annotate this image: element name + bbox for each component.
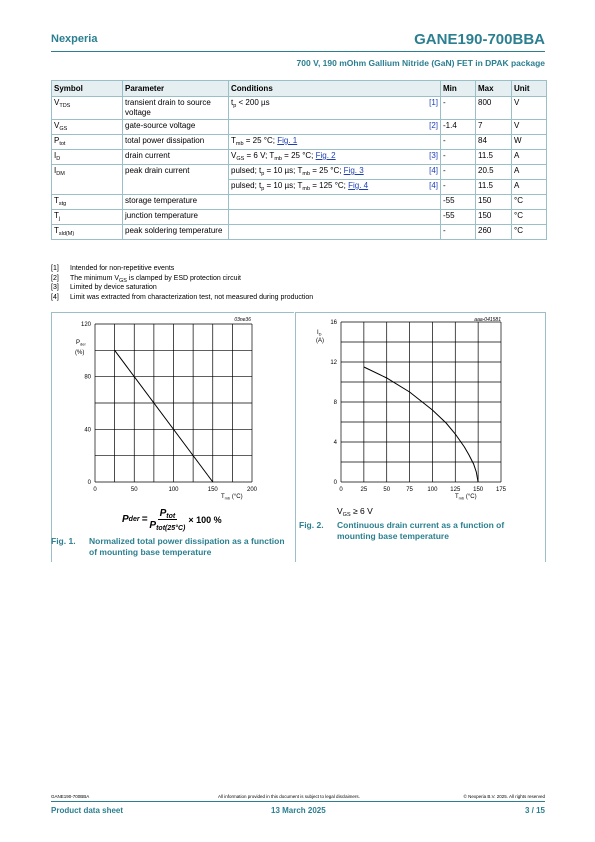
series-line <box>115 350 213 482</box>
unit-cell: A <box>512 180 547 195</box>
min-cell: - <box>441 150 476 165</box>
x-tick-label: 150 <box>473 487 484 493</box>
x-tick-label: 100 <box>427 487 438 493</box>
table-row <box>52 195 547 210</box>
parameter-cell: total power dissipation <box>123 135 229 150</box>
conditions-cell: $T_{mb} = 25$ °C; Fig. 1 <box>229 135 406 150</box>
y-tick-label: 120 <box>80 322 91 328</box>
parameter-cell: peak drain current <box>123 165 229 195</box>
footer-doc-id: GANE190-700BBA <box>51 794 90 799</box>
drain-current-chart <box>295 312 546 502</box>
max-cell: 7 <box>476 120 512 135</box>
table-header-row <box>52 81 547 97</box>
y-tick-label: 40 <box>84 427 91 434</box>
col-header-max: Max <box>476 81 512 97</box>
footer-divider <box>51 801 545 802</box>
header-divider <box>51 51 545 52</box>
max-cell: 800 <box>476 97 512 120</box>
y-tick-label: 12 <box>330 360 337 366</box>
note-item: [4] Limit was extracted from characterization test, not measured during production <box>51 293 314 301</box>
note-item: [3] Limited by device saturation <box>51 284 157 291</box>
y-axis-unit: (A) <box>316 338 324 344</box>
x-tick-label: 50 <box>383 487 391 493</box>
max-cell: 11.5 <box>476 180 512 195</box>
table-row <box>52 150 547 165</box>
x-tick-label: 100 <box>168 487 179 493</box>
min-cell: - <box>441 97 476 120</box>
min-cell: - <box>441 180 476 195</box>
figure-link[interactable]: Fig. 3 <box>343 166 364 175</box>
note-ref-link[interactable]: [3] <box>406 150 441 165</box>
footer-copyright: © Nexperia B.V. 2025. All rights reserved <box>463 794 545 799</box>
parameter-cell: drain current <box>123 150 229 165</box>
note-ref-link[interactable]: [4] <box>406 180 441 195</box>
unit-cell: V <box>512 97 547 120</box>
max-cell: 20.5 <box>476 165 512 180</box>
max-cell: 84 <box>476 135 512 150</box>
footer-page-number: 3 / 15 <box>524 806 545 815</box>
min-cell: -55 <box>441 195 476 210</box>
power-derating-chart <box>51 312 294 502</box>
figure-link[interactable]: Fig. 1 <box>277 136 298 145</box>
max-cell: 150 <box>476 195 512 210</box>
unit-cell: °C <box>512 195 547 210</box>
min-cell: -1.4 <box>441 120 476 135</box>
symbol-cell: $T_{stg}$ <box>52 195 123 210</box>
symbol-cell: $I_D$ <box>52 150 123 165</box>
x-axis-label: $T_{mb}$ (°C) <box>455 494 477 501</box>
brand-name: Nexperia <box>51 33 98 45</box>
parameter-cell: storage temperature <box>123 195 229 210</box>
unit-cell: W <box>512 135 547 150</box>
col-header-symbol: Symbol <box>52 81 123 97</box>
conditions-cell <box>229 120 406 135</box>
test-condition: $V_{GS} \ge 6$ V <box>337 506 373 518</box>
x-tick-label: 175 <box>495 487 507 493</box>
x-axis-label: $T_{mb}$ (°C) <box>221 494 243 501</box>
unit-cell: °C <box>512 225 547 240</box>
figure-1-caption: Fig. 1. Normalized total power dissipation as a function of mounting base temperature <box>51 536 285 557</box>
unit-cell: °C <box>512 210 547 225</box>
conditions-cell: pulsed; $t_p = 10$ µs; $T_{mb} = 125$ °C; Fig. 4 <box>229 180 406 195</box>
series-line <box>364 367 478 482</box>
conditions-cell <box>229 195 441 210</box>
parameter-cell: peak soldering temperature <box>123 225 229 240</box>
max-cell: 150 <box>476 210 512 225</box>
min-cell: -55 <box>441 210 476 225</box>
note-ref-link[interactable]: [1] <box>406 97 441 120</box>
conditions-cell <box>229 225 441 240</box>
conditions-cell <box>229 210 441 225</box>
x-tick-label: 75 <box>406 487 413 493</box>
y-tick-label: 16 <box>330 320 337 326</box>
unit-cell: A <box>512 165 547 180</box>
y-axis-label: $P_{der}$ <box>76 340 86 347</box>
derating-formula: P der = $P_{tot}$ $P_{tot(25^\circ C)}$ × 100 % <box>122 508 222 532</box>
min-cell: - <box>441 225 476 240</box>
note-item: [1] Intended for non-repetitive events <box>51 265 175 272</box>
y-tick-label: 0 <box>333 480 337 486</box>
unit-cell: V <box>512 120 547 135</box>
footer-doc-type: Product data sheet <box>51 806 124 815</box>
symbol-cell: $V_{GS}$ <box>52 120 123 135</box>
x-tick-label: 0 <box>339 487 343 493</box>
x-tick-label: 200 <box>246 487 258 493</box>
table-row <box>52 135 547 150</box>
figure-code: aaa-041581 <box>474 317 501 323</box>
table-notes <box>51 264 313 302</box>
figure-code: 03ne36 <box>234 317 251 323</box>
note-item: [2] The minimum $V_{GS}$ is clamped by ESD protection circuit <box>51 274 241 284</box>
footer-date: 13 March 2025 <box>271 806 326 815</box>
table-row <box>52 120 547 135</box>
col-header-min: Min <box>441 81 476 97</box>
col-header-parameter: Parameter <box>123 81 229 97</box>
table-row <box>52 225 547 240</box>
x-tick-label: 50 <box>130 487 138 493</box>
unit-cell: A <box>512 150 547 165</box>
y-tick-label: 80 <box>84 374 91 381</box>
figure-link[interactable]: Fig. 4 <box>348 181 369 190</box>
x-tick-label: 150 <box>207 487 218 493</box>
x-tick-label: 125 <box>450 487 461 493</box>
figure-2-caption: Fig. 2. Continuous drain current as a function of mounting base temperature <box>299 520 505 541</box>
y-tick-label: 4 <box>333 440 337 446</box>
symbol-cell: $V_{TDS}$ <box>52 97 123 120</box>
parameter-cell: gate-source voltage <box>123 120 229 135</box>
col-header-unit: Unit <box>512 81 547 97</box>
min-cell: - <box>441 135 476 150</box>
conditions-cell: pulsed; $t_p = 10$ µs; $T_{mb} = 25$ °C; Fig. 3 <box>229 165 406 180</box>
note-ref-link[interactable]: [4] <box>406 165 441 180</box>
note-ref-link[interactable]: [2] <box>406 120 441 135</box>
table-row <box>52 97 547 120</box>
y-axis-label: $I_D$ <box>317 330 322 337</box>
y-tick-label: 0 <box>87 480 91 486</box>
figure-link[interactable]: Fig. 2 <box>315 151 336 160</box>
symbol-cell: $P_{tot}$ <box>52 135 123 150</box>
conditions-cell: $V_{GS} = 6$ V; $T_{mb} = 25$ °C; Fig. 2 <box>229 150 406 165</box>
x-tick-label: 0 <box>93 487 97 493</box>
x-tick-label: 25 <box>360 487 368 493</box>
parameter-cell: transient drain to source voltage <box>123 97 229 120</box>
col-header-conditions: Conditions <box>229 81 441 97</box>
footer-disclaimer: All information provided in this document is subject to legal disclaimers. <box>218 794 360 799</box>
table-row <box>52 165 547 180</box>
table-row <box>52 210 547 225</box>
symbol-cell: $T_{sld(M)}$ <box>52 225 123 240</box>
document-subtitle: 700 V, 190 mOhm Gallium Nitride (GaN) FET in DPAK package <box>296 58 545 68</box>
y-axis-unit: (%) <box>75 350 85 356</box>
symbol-cell: $T_j$ <box>52 210 123 225</box>
limiting-values-table <box>51 80 547 240</box>
part-number: GANE190-700BBA <box>414 31 545 48</box>
conditions-cell: $t_p < 200$ µs <box>229 97 406 120</box>
parameter-cell: junction temperature <box>123 210 229 225</box>
min-cell: - <box>441 165 476 180</box>
note-cell <box>406 135 441 150</box>
symbol-cell: $I_{DM}$ <box>52 165 123 195</box>
max-cell: 260 <box>476 225 512 240</box>
y-tick-label: 8 <box>333 400 337 406</box>
max-cell: 11.5 <box>476 150 512 165</box>
